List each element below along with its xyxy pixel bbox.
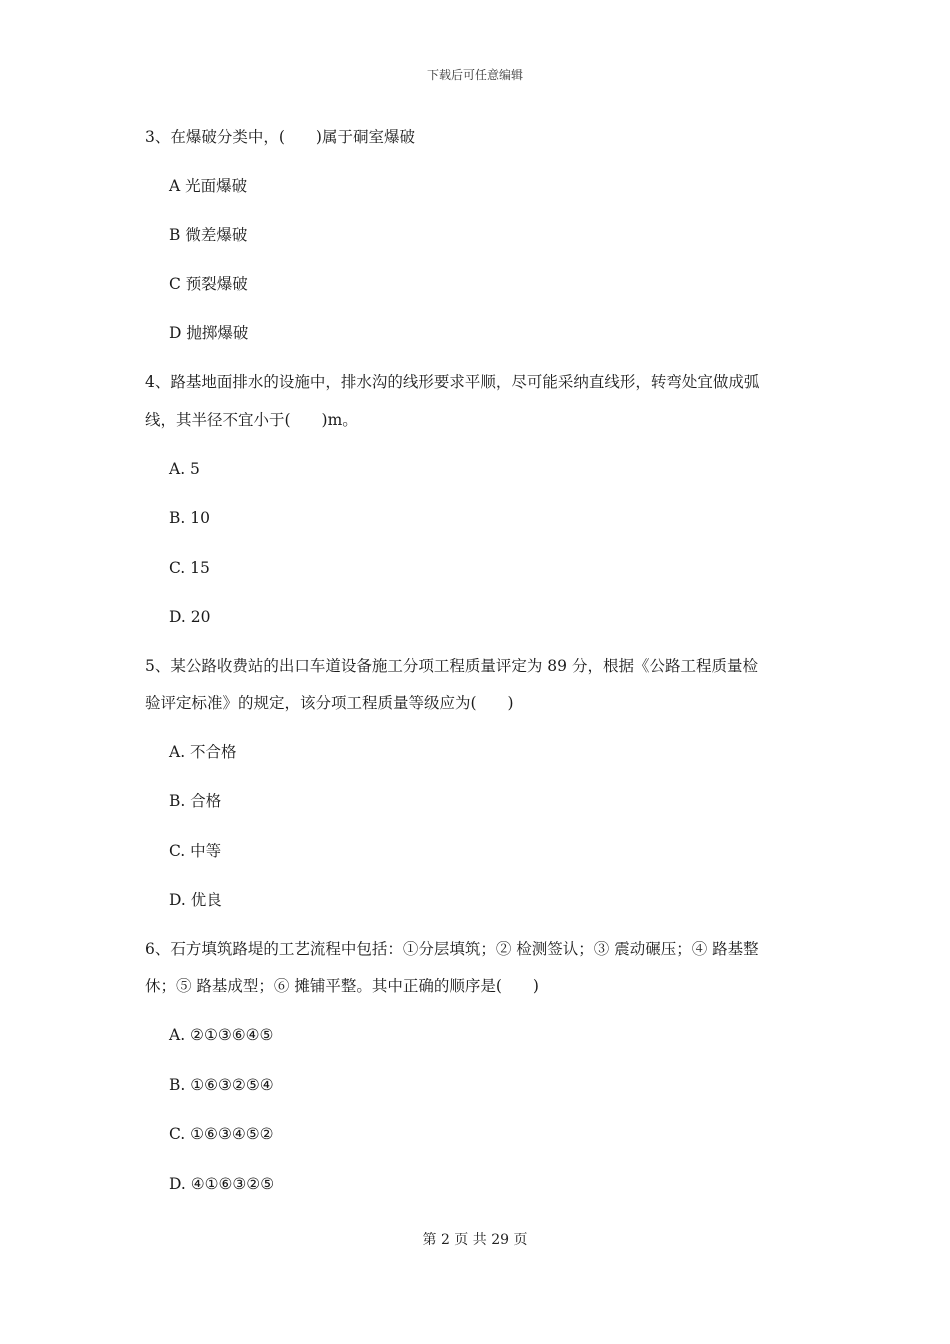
- question-5-stem-line-1: 5、某公路收费站的出口车道设备施工分项工程质量评定为 89 分，根据《公路工程质量检: [145, 657, 758, 675]
- question-4-option-b: B. 10: [169, 509, 210, 527]
- page-footer: 第 2 页 共 29 页: [422, 1232, 528, 1248]
- question-3-stem-line-1: 3、在爆破分类中，( )属于硐室爆破: [145, 128, 415, 146]
- question-4-stem-line-2: 线，其半径不宜小于( )m。: [145, 411, 358, 429]
- question-3-option-c: C 预裂爆破: [169, 275, 248, 293]
- question-5-option-c: C. 中等: [169, 842, 222, 860]
- question-4-option-c: C. 15: [169, 559, 210, 577]
- question-3-option-a: A 光面爆破: [169, 177, 248, 195]
- question-3-option-d: D 抛掷爆破: [169, 324, 249, 342]
- question-6-stem-line-1: 6、石方填筑路堤的工艺流程中包括：①分层填筑；② 检测签认；③ 震动碾压；④ 路基整: [145, 940, 759, 958]
- question-6-option-b: B. ①⑥③②⑤④: [169, 1076, 274, 1094]
- question-5-option-d: D. 优良: [169, 891, 222, 909]
- question-5-stem-line-2: 验评定标准》的规定，该分项工程质量等级应为( ): [145, 694, 514, 712]
- question-6-option-d: D. ④①⑥③②⑤: [169, 1175, 275, 1193]
- question-6-option-c: C. ①⑥③④⑤②: [169, 1125, 274, 1143]
- question-3-option-b: B 微差爆破: [169, 226, 248, 244]
- question-5-option-a: A. 不合格: [169, 743, 237, 761]
- page-header: 下载后可任意编辑: [426, 68, 523, 82]
- question-4-option-d: D. 20: [169, 608, 211, 626]
- question-4-stem-line-1: 4、路基地面排水的设施中，排水沟的线形要求平顺，尽可能采纳直线形，转弯处宜做成弧: [145, 373, 760, 391]
- question-6-stem-line-2: 休；⑤ 路基成型；⑥ 摊铺平整。其中正确的顺序是( ): [145, 977, 539, 995]
- question-4-option-a: A. 5: [169, 460, 200, 478]
- question-6-option-a: A. ②①③⑥④⑤: [169, 1026, 274, 1044]
- question-5-option-b: B. 合格: [169, 792, 222, 810]
